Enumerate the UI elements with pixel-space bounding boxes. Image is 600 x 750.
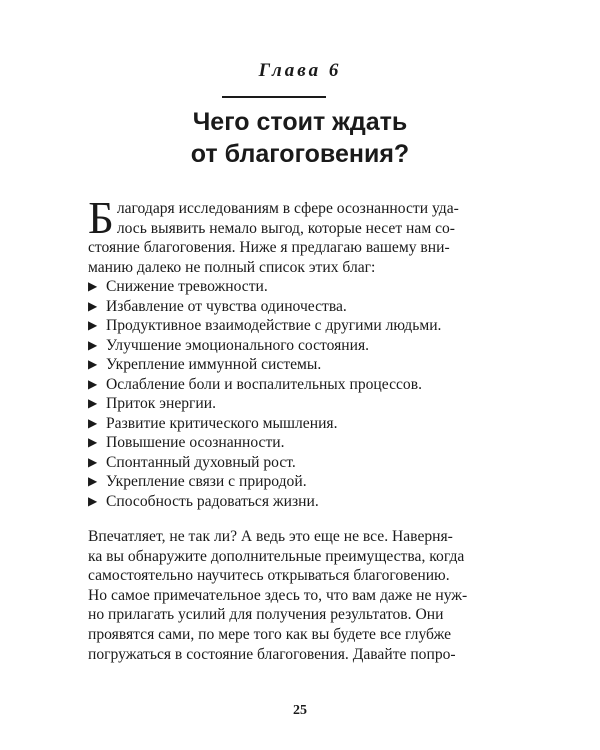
- list-item-text: Ослабление боли и воспалительных процессов.: [106, 375, 422, 393]
- list-item-text: Развитие критического мышления.: [106, 414, 338, 432]
- paragraph-line: но прилагать усилий для получения результатов. Они: [88, 606, 444, 624]
- bullet-arrow-icon: ▶: [88, 493, 98, 508]
- intro-line: манию далеко не полный список этих благ:: [88, 258, 376, 276]
- chapter-label: Глава 6: [258, 60, 342, 81]
- list-item-text: Способность радоваться жизни.: [106, 492, 319, 510]
- list-item: [88, 492, 488, 512]
- list-item: [88, 453, 488, 473]
- intro-line: стояние благоговения. Ниже я предлагаю вашему вни-: [88, 239, 450, 257]
- bullet-arrow-icon: ▶: [88, 318, 98, 332]
- benefits-list: [88, 277, 488, 511]
- list-item-text: Приток энергии.: [106, 395, 217, 412]
- list-item: [88, 316, 488, 336]
- list-item-text: Улучшение эмоционального состояния.: [106, 336, 370, 354]
- list-item-text: Спонтанный духовный рост.: [106, 453, 296, 471]
- drop-cap: Б: [88, 193, 114, 243]
- list-item-text: Избавление от чувства одиночества.: [106, 297, 347, 315]
- chapter-title-line-2: от благоговения?: [190, 140, 410, 168]
- list-item: [88, 336, 488, 356]
- paragraph-line: Впечатляет, не так ли? А ведь это еще не все. Наверня-: [88, 528, 453, 545]
- list-item: [88, 355, 488, 375]
- list-item: [88, 414, 488, 434]
- paragraph-line: ка вы обнаружите дополнительные преимущества, когда: [88, 547, 465, 565]
- bullet-arrow-icon: ▶: [88, 376, 98, 391]
- chapter-title: [0, 106, 600, 170]
- list-item-text: Продуктивное взаимодействие с другими людьми.: [106, 317, 442, 334]
- list-item-text: Укрепление иммунной системы.: [106, 356, 322, 373]
- list-item: [88, 472, 488, 492]
- bullet-arrow-icon: ▶: [88, 415, 98, 430]
- bullet-arrow-icon: ▶: [88, 396, 98, 410]
- bullet-arrow-icon: ▶: [88, 298, 98, 313]
- list-item: [88, 277, 488, 297]
- list-item-text: Укрепление связи с природой.: [106, 473, 307, 490]
- intro-line: лось выявить немало выгод, которые несет нам со-: [116, 219, 455, 237]
- second-paragraph: [88, 527, 488, 664]
- bullet-arrow-icon: ▶: [88, 279, 98, 293]
- chapter-title-line-1: Чего стоит ждать: [192, 108, 408, 136]
- paragraph-line: погружаться в состояние благоговения. Давайте попро-: [88, 645, 456, 663]
- list-item-text: Снижение тревожности.: [106, 278, 268, 295]
- chapter-divider: [222, 96, 326, 98]
- paragraph-line: Но самое примечательное здесь то, что вам даже не нуж-: [88, 586, 468, 604]
- bullet-arrow-icon: ▶: [88, 337, 98, 352]
- list-item: [88, 297, 488, 317]
- bullet-arrow-icon: ▶: [88, 357, 98, 371]
- list-item-text: Повышение осознанности.: [106, 434, 285, 451]
- paragraph-line: самостоятельно научитесь открываться благоговению.: [88, 567, 450, 585]
- list-item: [88, 433, 488, 453]
- intro-paragraph: [88, 193, 488, 277]
- paragraph-line: проявятся сами, по мере того как вы будете все глубже: [88, 625, 452, 643]
- list-item: [88, 375, 488, 395]
- intro-line: лагодаря исследованиям в сфере осознанности уда-: [116, 200, 459, 217]
- bullet-arrow-icon: ▶: [88, 474, 98, 488]
- list-item: [88, 394, 488, 414]
- bullet-arrow-icon: ▶: [88, 454, 98, 469]
- bullet-arrow-icon: ▶: [88, 435, 98, 449]
- page-number: 25: [293, 703, 307, 718]
